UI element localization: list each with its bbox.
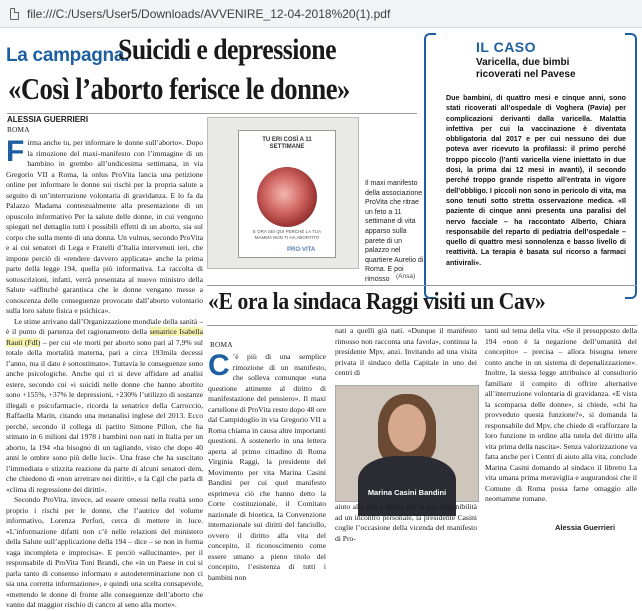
dateline: ROMA	[7, 125, 30, 134]
dropcap: C	[208, 349, 230, 382]
dateline: ROMA	[210, 340, 233, 349]
divider	[207, 285, 637, 286]
article-2-column-3	[485, 326, 637, 522]
headline-line-2: «Così l’aborto ferisce le donne»	[8, 71, 350, 106]
highlighted-text: senatrice Isabella Rauti (FdI)	[6, 327, 203, 347]
article-2-column-2-bottom	[335, 502, 477, 543]
face	[388, 404, 426, 452]
paragraph-text: Le stime arrivano dall’Organizzazione mondiale della sanità – è il punto di partenza del ragionamento della	[6, 316, 203, 336]
paragraph: ’è più di una semplice rimozione di un manifesto, che solleva comunque «una questione attinente al diritto di manifestazione del pensiero». Il maxi cartellone di ProVita resto dopo 48 ore dal Campidoglio in via Gregorio VII a Roma chiama in causa altre importanti questioni. A sostenerlo in una lettera aperta al primo cittadino di Roma Virginia Raggi, la presidente del Movimento per vita Marina Casini Bandini per cui quel manifesto esprimeva ciò che hanno detto la Corte costituzionale, il Comitato nazionale di bioetica, la Convenzione internazionale sui diritti del fanciullo, ovvero il diritto alla vita del concepito, il riconoscimento come essere umano a pieno titolo del concepito, l’esistenza di tutti i bambini non	[208, 352, 326, 582]
article-kicker: La campagna.	[6, 45, 130, 66]
bracket-left	[424, 33, 436, 299]
headline-article-2: «E ora la sindaca Raggi visiti un Cav»	[208, 289, 546, 315]
article-column-1	[6, 135, 203, 609]
file-icon	[10, 8, 19, 20]
pdf-page	[0, 27, 642, 609]
billboard	[238, 130, 336, 258]
article-2-column-1	[208, 349, 326, 582]
sidebar-text: Due bambini, di quattro mesi e cinque anni, sono stati ricoverati all’ospedale di Voghera (Pavia) per complicazioni derivanti dalla varicella. Malattia infettiva per cui la vaccinazione è diventata obbligatoria dal 2017 e per cui nessuno dei due poteva aver ricevuto la profilassi: il primo perché troppo piccolo (l’anti varicella viene iniettato in due dosi, la prima dai 12 mesi in avanti), il secondo perché troppo grande rispetto all’entrata in vigore dell’obbligo. I piccoli non sono in pericolo di vita, ma sono tenuti sotto stretta osservazione medica. «Il paziente di cinque anni presenta una paralisi del nervo facciale – ha raccontato Alberto, Chiara responsabile del reparto di pediatria dell’ospedale – quello di quattro mesi sonnolenza e basso livello di reattività. La terapia è basata sul ricorso a farmaci antivirali».	[446, 94, 626, 267]
sidebar-label: IL CASO	[476, 39, 537, 55]
photo-caption: Il maxi manifesto della associazione ProVita che ritrae un feto a 11 settimane di vita apparso sulla parete di un palazzo nel quartiere Aurelio di Roma. E poi rimosso	[365, 180, 424, 283]
billboard-slogan: E ORA SEI QUI PERCHÉ LA TUA MAMMA NON TI HA ABORTITO	[252, 229, 322, 240]
portrait-photo	[335, 385, 479, 502]
paragraph: nati a quelli già nati. «Dunque il manifesto rimosso non racconta una favola», continua la presidente Mpv, anzi. Invitando ad una visita privata il sindaco della Capitale in uno dei centri di	[335, 326, 477, 377]
paragraph-text: – per cui «le morti per aborto sono pari al 7,9% sul totale della mortalità materna, pari a circa 193mila decessi l’anno, ma il dato è sottostimato». Tuttavia le conseguenze sono anche psicologiche. Anche qui ci si deve affidare ad analisi estere, secondo cui «i suicidi nelle donne che hanno abortito sono +155%, +37% le depressioni, +230% l’utilizzo di sostanze illegali e psicofarmaci», ricorda la senatrice della Carroccio, Raffaella Marin, citando una metanalisi inglese del 2013. Ecco perché, secondo il collega di partito Simone Pillon, che ha stimato in 6 milioni dal 1978 i bambini non nati in Italia per un aborto, la 194 «ha bisogno di un tagliando, visto che dopo 40 anni le ombre sono più delle luci». Una frase che ha suscitato l’immediata e stizzita reazione da parte di alcuni senatori dem, che chiedono di «non arretrare nei diritti», e la Cgil che parla di «clima di regressione dei diritti».	[6, 337, 203, 494]
fetus-image	[257, 167, 317, 227]
browser-address-bar[interactable]	[0, 0, 642, 28]
portrait-caption: Marina Casini Bandini	[367, 488, 447, 497]
paragraph: tanti sul tema della vita. «Se il presupposto della 194 «non è la negazione dell’umanità del concepito» – precisa – allora bisogna tenere conto anche in un sistema di depenalizzazione». Inoltre, la stessa legge attribuisce al consultorio familiare il compito di offrire alternative all’interruzione volontaria di gravidanza. «E vista la scomparsa delle donne», si chiede, «chi ha provveduto questa funzione?», si domanda la responsabile del Mpv, che chiede di «rafforzare la loro funzione in ordine alla tutela del diritto alla vita prima della nascita». Senza valorizzazione va fatta anche per i Centri di aiuto alla vita, conclude Marina Casini domando al sindaco il libretto La vita umana prima meraviglia e augurandosi che il Comune di Roma possa farne omaggio alle neomamme romane.	[485, 326, 637, 503]
photo-credit: (Ansa)	[396, 273, 416, 280]
bracket-right	[625, 33, 637, 299]
sidebar-box	[424, 33, 637, 333]
headline-line-1: Suicidi e depressione	[118, 33, 337, 66]
address-url[interactable]: file:///C:/Users/User5/Downloads/AVVENIRE_12-04-2018%20(1).pdf	[27, 6, 391, 21]
paragraph: Secondo ProVita, invece, ad essere omessi nella realtà sono proprio i rischi per le donne, che l’autrice del volume informativo, Lorenza Perfori, cerca di mettere in luce. «L’informazione difatti non c’è nelle relazioni del ministero della Salute sull’applicazione della 194 – dice – se non in forma vaga incompleta e imprecisa». E perciò «allucinante», per il responsabile di ProVita Toni Brandi, che «in un Paese in cui si parla tanto di consenso informato e autodeterminazione non ci sia una corretta informazione», e quindi una scelta consapevole, «mettendo le donne di fronte alle conseguenze dell’aborto che vanno dal maggior rischio di cancro al seno alla morte».	[6, 495, 203, 609]
billboard-photo	[207, 117, 359, 269]
provita-logo: PRO·VITA	[287, 247, 316, 253]
paragraph: irma anche tu, per informare le donne sull’aborto». Dopo la rimozione del maxi-manifesto con l’immagine di un bambino in grembo all’undicesima settimana, in via Gregorio VII a Roma, la onlus ProVita lancia una petizione online per informare le donne sui rischi per la propria salute a seguito di un’interruzione volontaria di gravidanza. E lo fa da Palazzo Madama contestualmente alla presentazione di un opuscolo informativo Per la salute delle donne, in cui vengono spiegati nel dettaglio tutti i possibili effetti di un aborto, sia sul corpo che sulla mente di una donna. Un vulnus, secondo ProVita e ai cui senatori di Lega e Fratelli d’Italia intervenuti ieri, che impone perciò di «rendere davvero applicata» anche la prima parte della legge 194, quella più informativa. La raccolta di sottoscrizioni, infatti, verrà presentata al nuovo ministro della Salute «affinché garantisca che le donne vengano messe a conoscenza delle conseguenze provocate dall’aborto volontario sulla loro salute fisica e psichica».	[6, 138, 203, 315]
author-signature: Alessia Guerrieri	[555, 523, 616, 532]
sidebar-title: Varicella, due bimbi ricoverati nel Pavese	[476, 57, 576, 80]
article-2-column-2-top	[335, 326, 477, 384]
paragraph	[6, 317, 203, 496]
paragraph: aiuto alla vita e dando poi la sua disponibilità ad un incontro personale, la presidente Casini coglie l’occasione della vicenda del manifesto di Pro-	[335, 502, 477, 543]
divider	[7, 113, 417, 114]
byline: ALESSIA GUERRIERI	[7, 115, 89, 124]
dropcap: F	[6, 135, 25, 168]
billboard-headline: TU ERI COSÌ A 11 SETTIMANE	[262, 137, 312, 150]
